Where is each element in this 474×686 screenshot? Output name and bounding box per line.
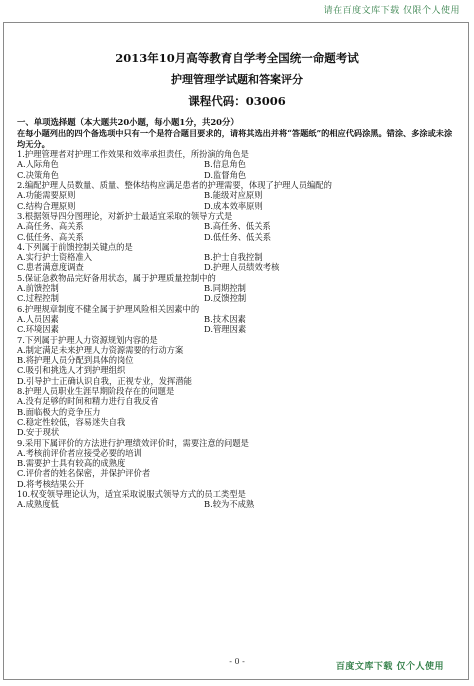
option: A.人员因素 <box>17 313 59 324</box>
question-options <box>17 324 457 334</box>
option: A.实行护士资格准入 <box>17 252 93 263</box>
question-options <box>17 190 457 200</box>
question-options <box>17 201 457 211</box>
option: B.护士自我控制 <box>204 252 263 263</box>
option: C.吸引和挑选人才到护理组织 <box>17 365 126 376</box>
question-options <box>17 159 457 169</box>
section-heading: 一、单项选择题（本大题共20小题，每小题1分，共20分） <box>17 117 239 127</box>
question-stem: 8.护理人员职业生涯早期阶段存在的问题是 <box>17 386 175 397</box>
question-stem: 9.采用下属评价的方法进行护理绩效评价时，需要注意的问题是 <box>17 437 249 448</box>
option: B.较为不成熟 <box>204 499 255 510</box>
option: C.患者满意度调查 <box>17 262 84 273</box>
option: B.同期控制 <box>204 283 246 294</box>
question-stem: 2.编配护理人员数量、质量、整体结构应满足患者的护理需要，体现了护理人员编配的 <box>17 180 332 191</box>
option: C.低任务、高关系 <box>17 231 84 242</box>
question-options <box>17 170 457 180</box>
option: D.护理人员绩效考核 <box>204 262 280 273</box>
option: B.能级对应原则 <box>204 190 263 201</box>
option: A.功能需要原则 <box>17 190 76 201</box>
option: B.信息角色 <box>204 159 246 170</box>
option: C.结构合理原则 <box>17 200 76 211</box>
question-options <box>17 499 457 509</box>
option: B.将护理人员分配到具体的岗位 <box>17 355 134 366</box>
option: D.低任务、低关系 <box>204 231 272 242</box>
question-options <box>17 293 457 303</box>
question-options <box>17 283 457 293</box>
question-options <box>17 232 457 242</box>
option: D.将考核结果公开 <box>17 478 85 489</box>
question-options <box>17 262 457 272</box>
option: D.反馈控制 <box>204 293 247 304</box>
question-stem: 3.根据领导四分图理论，对新护士最适宜采取的领导方式是 <box>17 210 233 221</box>
option: C.环境因素 <box>17 324 59 335</box>
option: C.评价者的姓名保密，并保护评价者 <box>17 468 151 479</box>
option: D.安于现状 <box>17 427 60 438</box>
option: A.高任务、高关系 <box>17 221 84 232</box>
question-stem: 10.权变领导理论认为，适宜采取说服式领导方式的员工类型是 <box>17 488 246 499</box>
option: C.过程控制 <box>17 293 59 304</box>
option: D.监督角色 <box>204 169 247 180</box>
option: B.需要护士具有较高的成熟度 <box>17 458 126 469</box>
option: D.引导护士正确认识自我，正视专业，发挥潜能 <box>17 375 192 386</box>
question-stem: 7.下列属于护理人力资源规划内容的是 <box>17 334 158 345</box>
header-watermark-note: 请在百度文库下载 仅限个人使用 <box>323 6 460 16</box>
option: C.稳定性较低，容易迷失自我 <box>17 416 126 427</box>
option: A.没有足够的时间和精力进行自我反省 <box>17 396 159 407</box>
question-stem: 4.下列属于前馈控制关键点的是 <box>17 241 133 252</box>
option: B.高任务、低关系 <box>204 221 271 232</box>
option: C.决策角色 <box>17 169 59 180</box>
section-instructions: 在每小题列出的四个备选项中只有一个是符合题目要求的，请将其选出并将“答题纸”的相应代码涂黑。错涂、多涂或未涂均无分。 <box>17 128 453 149</box>
option: A.成熟度低 <box>17 499 59 510</box>
question-options <box>17 252 457 262</box>
question-stem: 1.护理管理者对护理工作效果和效率承担责任，所扮演的角色是 <box>17 149 249 160</box>
question-stem: 5.保证急救物品完好备用状态，属于护理质量控制中的 <box>17 272 216 283</box>
option: A.人际角色 <box>17 159 59 170</box>
option: A.制定满足未来护理人力资源需要的行动方案 <box>17 344 184 355</box>
question-options <box>17 314 457 324</box>
course-code: 课程代码：03006 <box>188 94 286 108</box>
option: D.管理因素 <box>204 324 247 335</box>
exam-title: 2013年10月高等教育自学考全国统一命题考试 <box>115 51 359 65</box>
exam-subtitle: 护理管理学试题和答案评分 <box>171 73 303 86</box>
option: B.面临极大的竞争压力 <box>17 406 101 417</box>
footer-watermark-note: 百度文库下载 仅个人使用 <box>335 662 444 672</box>
option: D.成本效率原则 <box>204 200 263 211</box>
question-options <box>17 221 457 231</box>
document-body <box>17 50 457 510</box>
page-number: - 0 - <box>229 657 245 666</box>
option: A.考核前评价者应接受必要的培训 <box>17 447 142 458</box>
option: A.前馈控制 <box>17 283 59 294</box>
question-stem: 6.护理规章制度不健全属于护理风险相关因素中的 <box>17 303 200 314</box>
option: B.技术因素 <box>204 313 246 324</box>
